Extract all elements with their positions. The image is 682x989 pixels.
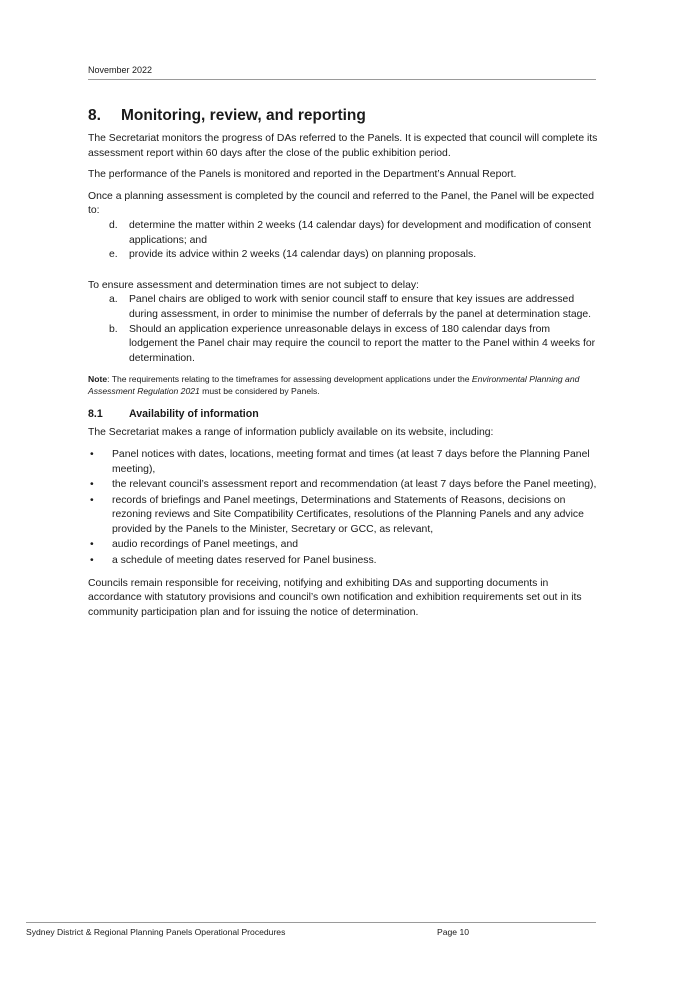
list-item — [88, 293, 600, 322]
list-item-text: provide its advice within 2 weeks (14 calendar days) on planning proposals. — [129, 249, 477, 261]
list-item — [88, 478, 600, 493]
information-list — [88, 448, 600, 569]
note-text-after: must be considered by Panels. — [199, 386, 320, 397]
section-title: Monitoring, review, and reporting — [121, 107, 366, 124]
note — [88, 373, 600, 397]
bullet-icon: • — [90, 539, 94, 551]
note-label: Note — [88, 374, 108, 385]
page-number: Page 10 — [437, 927, 470, 937]
list-item — [88, 554, 600, 569]
expectations-list — [88, 219, 600, 263]
bullet-icon: • — [90, 555, 94, 567]
note-regulation: Environmental Planning and Assessment Regulation 2021 — [88, 374, 580, 397]
header-date: November 2022 — [88, 65, 153, 75]
list-item — [88, 323, 600, 367]
paragraph-performance: The performance of the Panels is monitored and reported in the Department’s Annual Report. — [88, 169, 517, 181]
subsection-title: Availability of information — [129, 408, 259, 421]
footer-title: Sydney District & Regional Planning Panels Operational Procedures — [26, 927, 286, 937]
list-marker: b. — [109, 323, 118, 335]
delay-list — [88, 293, 600, 366]
list-item — [88, 248, 600, 263]
list-item — [88, 538, 600, 553]
bullet-icon: • — [90, 494, 94, 506]
paragraph-councils: Councils remain responsible for receiving, notifying and exhibiting DAs and supporting documents in accordance with statutory provisions and council’s own notification and exhibition requirements set out in its community participation plan and for issuing the notice of determination. — [88, 577, 582, 618]
list-item — [88, 448, 600, 477]
note-text-before: : The requirements relating to the timeframes for assessing development applications under the — [107, 374, 472, 385]
list-marker: d. — [109, 219, 118, 231]
subsection-heading — [88, 407, 600, 421]
list-marker: a. — [109, 294, 118, 306]
bullet-icon: • — [90, 479, 94, 491]
page-content — [88, 106, 600, 627]
list-item-text: audio recordings of Panel meetings, and — [112, 539, 298, 551]
paragraph-delay: To ensure assessment and determination times are not subject to delay: — [88, 279, 419, 291]
list-item-text: Panel chairs are obliged to work with senior council staff to ensure that key issues are addressed during assessment, in order to minimise the number of deferrals by the panel at determination stage. — [129, 294, 592, 320]
list-item — [88, 219, 600, 248]
spacer — [88, 270, 600, 279]
list-item-text: the relevant council’s assessment report and recommendation (at least 7 days before the Panel meeting), — [112, 479, 597, 491]
section-heading — [88, 106, 600, 126]
list-item-text: Panel notices with dates, locations, meeting format and times (at least 7 days before the Planning Panel meeting), — [112, 448, 590, 475]
page-header — [88, 64, 596, 80]
subsection-number: 8.1 — [88, 408, 103, 421]
page-footer — [26, 922, 596, 937]
paragraph-expected: Once a planning assessment is completed by the council and referred to the Panel, the Panel will be expected to: — [88, 190, 594, 217]
paragraph-availability: The Secretariat makes a range of information publicly available on its website, including: — [88, 427, 494, 439]
list-item — [88, 494, 600, 538]
list-item-text: records of briefings and Panel meetings, Determinations and Statements of Reasons, decisions on rezoning reviews and Site Compatibility Certificates, resolutions of the Planning Panels and any advice provided by the Panels to the Minister, Secretary or GCC, as relevant, — [112, 494, 584, 535]
section-number: 8. — [88, 107, 101, 124]
paragraph-monitoring: The Secretariat monitors the progress of DAs referred to the Panels. It is expected that council will complete its assessment report within 60 days after the close of the public exhibition period. — [88, 133, 598, 159]
list-item-text: Should an application experience unreasonable delays in excess of 180 calendar days from lodgement the Panel chair may require the council to report the matter to the Panel within 4 weeks for determination. — [129, 323, 596, 364]
list-marker: e. — [109, 249, 118, 261]
bullet-icon: • — [90, 448, 94, 460]
list-item-text: a schedule of meeting dates reserved for Panel business. — [112, 555, 377, 567]
list-item-text: determine the matter within 2 weeks (14 calendar days) for development and modification of consent applications; and — [129, 219, 592, 246]
